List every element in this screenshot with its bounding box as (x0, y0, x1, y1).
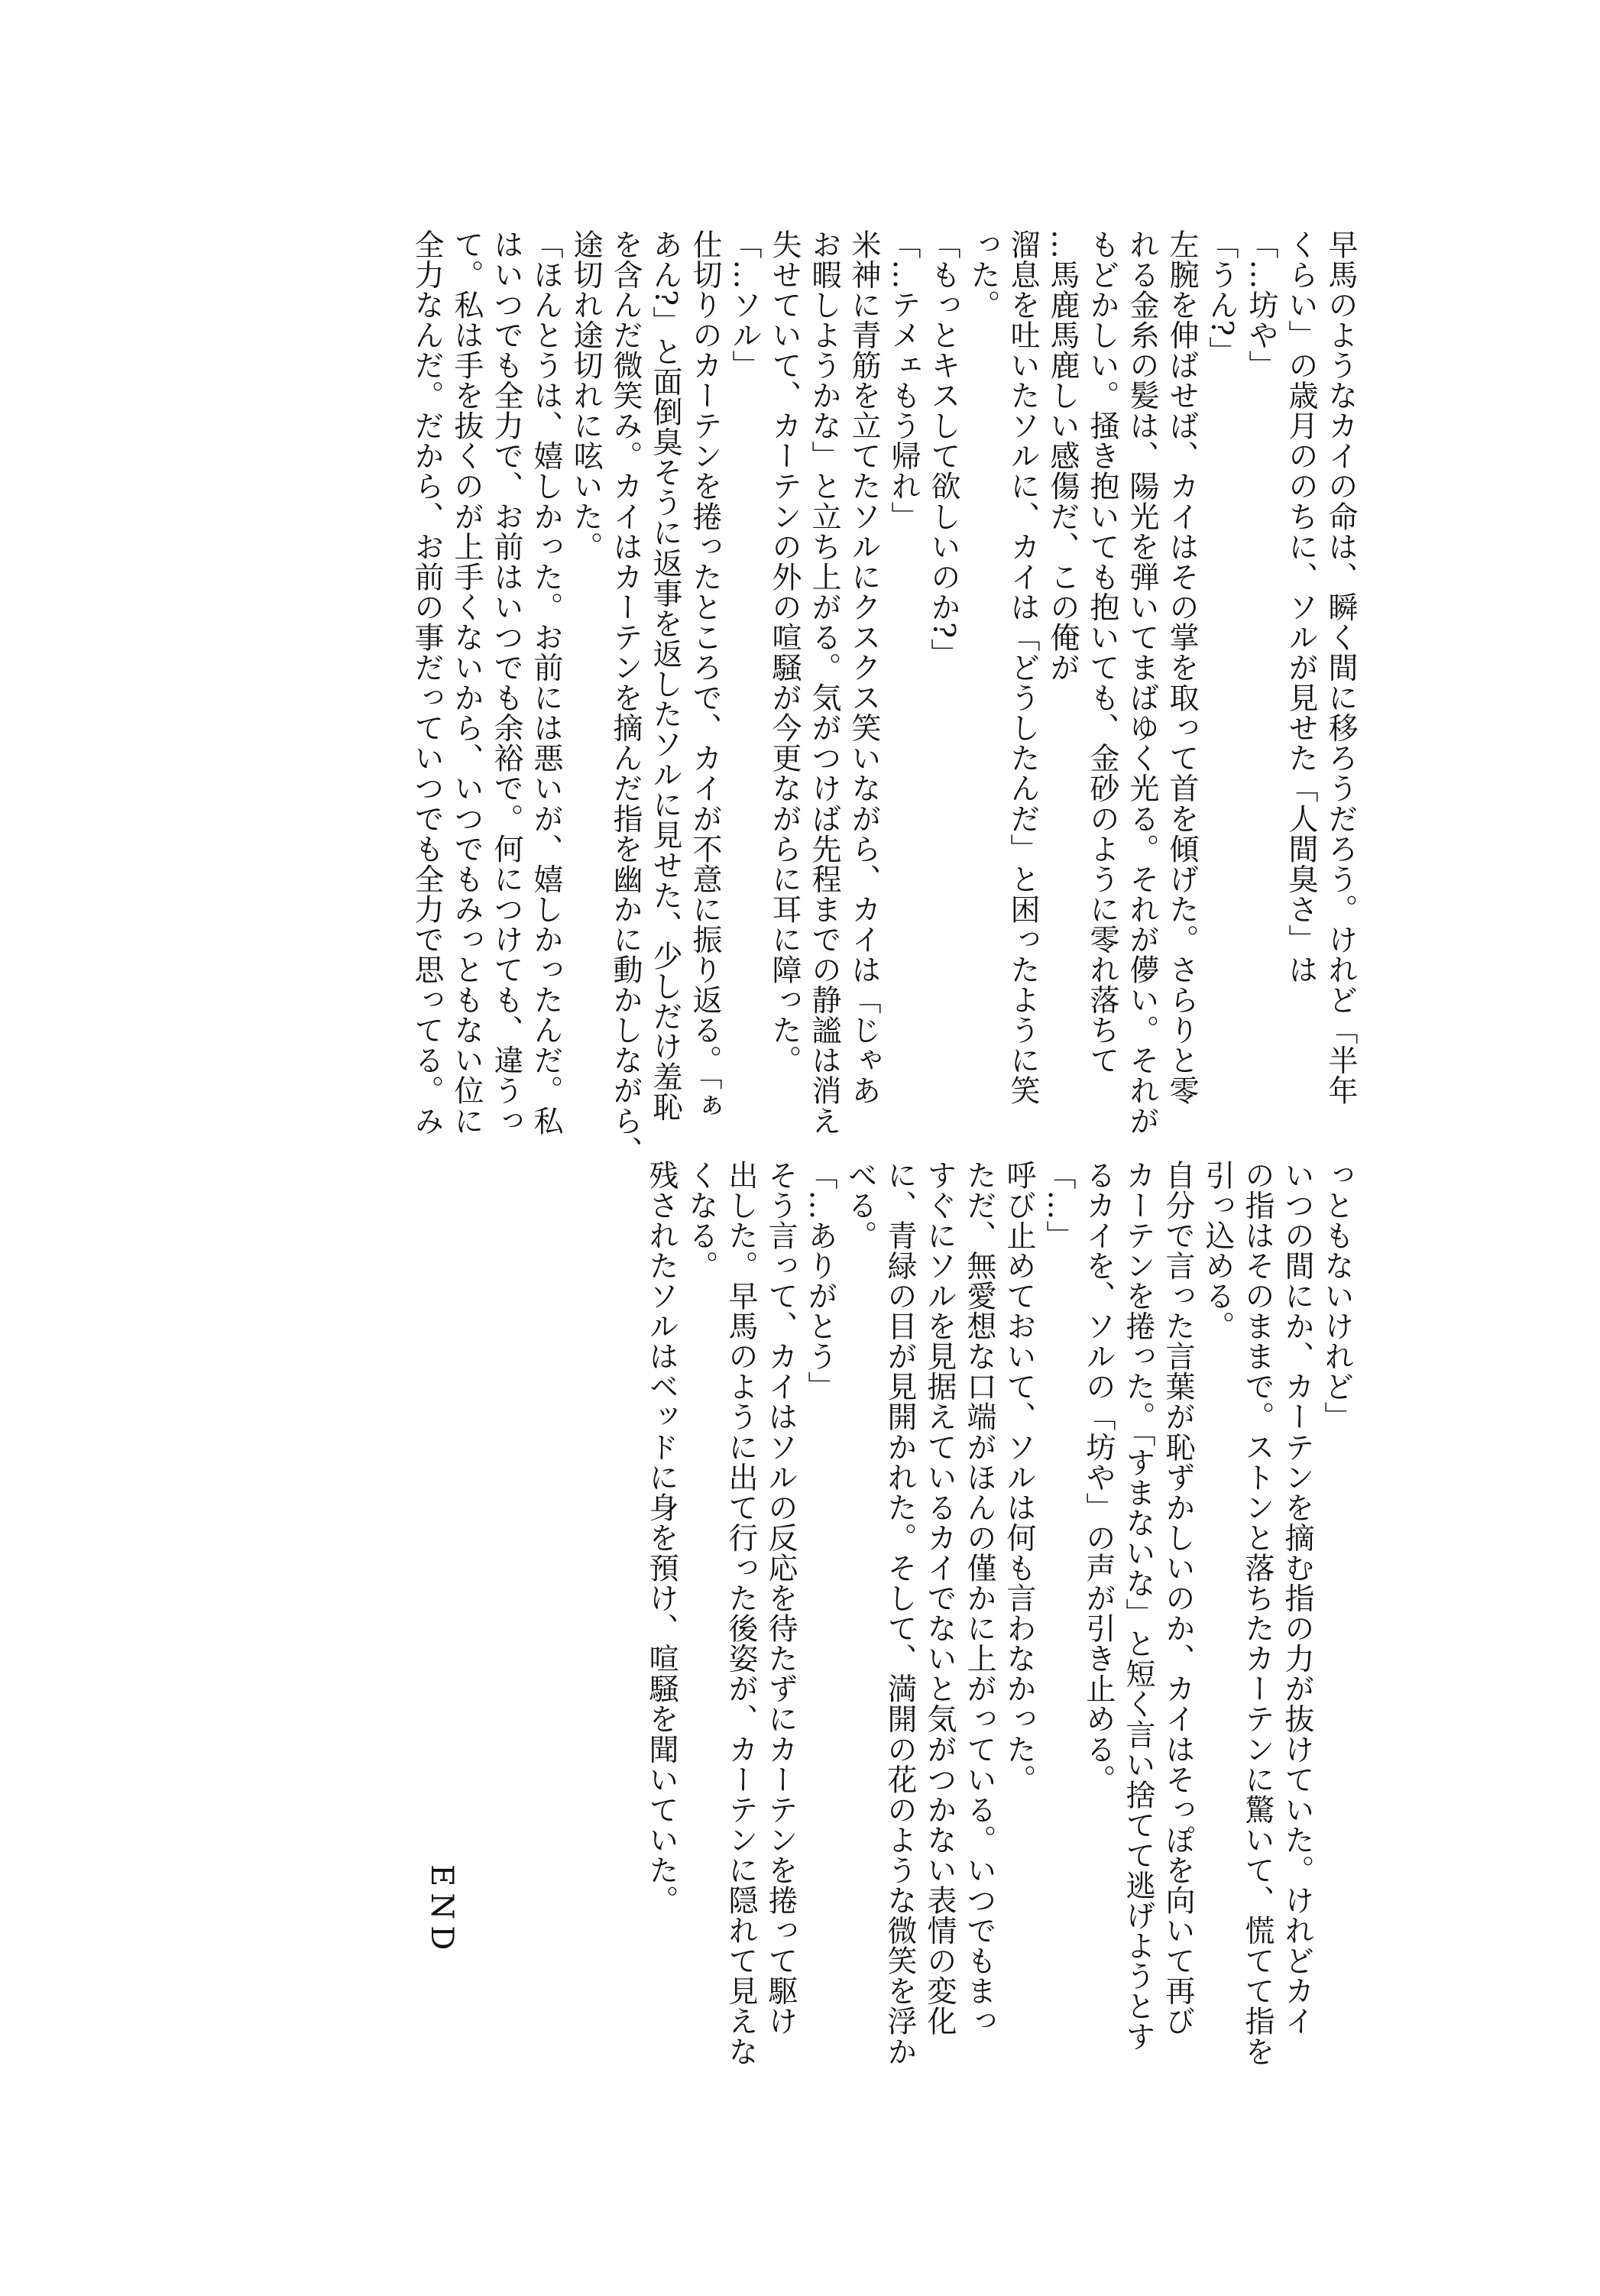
text-line: すぐにソルを見据えているカイでないと気がつかない表情の変化 (922, 1160, 957, 2036)
text-line: ただ、無愛想な口端がほんの僅かに上がっている。いつでもまっ (962, 1160, 996, 2036)
text-line: 「…テメェもう帰れ」 (886, 229, 921, 532)
text-line: 引っ込める。 (1200, 1160, 1235, 1342)
text-line: あん?」と面倒臭そうに返事を返したソルに見せた、少しだけ羞恥 (648, 229, 682, 1122)
text-line: 仕切りのカーテンを捲ったところで、カイが不意に振り返る。「ぁ (688, 229, 722, 1121)
text-line: べる。 (843, 1160, 877, 1251)
text-line: 失せていて、カーテンの外の喧騒が今更ながらに耳に障った。 (767, 229, 802, 1076)
text-line: 途切れ途切れに呟いた。 (568, 229, 603, 562)
text-line: に、青緑の目が見開かれた。そして、満開の花のような微笑を浮か (883, 1160, 917, 2067)
text-line: 出した。早馬のように出て行った後姿が、カーテンに隠れて見えな (724, 1160, 758, 2067)
end-mark: END (424, 1864, 459, 1957)
text-line: 残されたソルはベッドに身を預け、喧騒を聞いていた。 (644, 1160, 679, 1915)
text-line: 早馬のようなカイの命は、瞬く間に移ろうだろう。けれど「半年 (1323, 229, 1358, 1106)
text-line: 「…」 (1041, 1160, 1076, 1251)
text-line: 「…ソル」 (727, 229, 762, 381)
text-line: 「ほんとうは、嬉しかった。お前には悪いが、嬉しかったんだ。私 (529, 229, 563, 1136)
text-line: 全力なんだ。だから、お前の事だっていつでも全力で思ってる。み (410, 229, 444, 1136)
text-line: 左腕を伸ばせば、カイはその掌を取って首を傾げた。さらりと零 (1164, 229, 1199, 1106)
text-line: …馬鹿馬鹿しい感傷だ、この俺が (1045, 229, 1080, 683)
text-line: 「…ありがとう」 (803, 1160, 837, 1402)
text-line: の指はそのままで。ストンと落ちたカーテンに驚いて、慌てて指を (1240, 1160, 1274, 2067)
text-line: そう言って、カイはソルの反応を待たずにカーテンを捲って駆け (763, 1160, 798, 2036)
text-line: もどかしい。掻き抱いても抱いても、金砂のように零れ落ちて (1085, 229, 1119, 1076)
text-line: 「…坊や」 (1244, 229, 1278, 381)
text-line: 自分で言った言葉が恥ずかしいのか、カイはそっぽを向いて再び (1161, 1160, 1195, 2036)
text-line: くらい」の歳月ののちに、ソルが見せた「人間臭さ」は (1284, 229, 1318, 985)
text-line: くなる。 (684, 1160, 718, 1281)
text-line: 呼び止めておいて、ソルは何も言わなかった。 (1002, 1160, 1036, 1795)
text-line: 「うん?」 (1204, 229, 1239, 367)
text-line: お暇しようかな」と立ち上がる。気がつけば先程までの静謐は消え (807, 229, 841, 1136)
text-line: 溜息を吐いたソルに、カイは「どうしたんだ」と困ったように笑 (1006, 229, 1040, 1106)
text-line: はいつでも全力で、お前はいつでも余裕で。何につけても、違うっ (489, 229, 523, 1136)
text-line: った。 (966, 229, 1000, 320)
text-line: て。私は手を抜くのが上手くないから、いつでもみっともない位に (449, 229, 484, 1136)
text-line: いつの間にか、カーテンを摘む指の力が抜けていた。けれどカイ (1280, 1160, 1314, 2036)
text-line: カーテンを捲った。「すまないな」と短く言い捨てて逃げようとす (1121, 1160, 1155, 2052)
text-line: を含んだ微笑み。カイはカーテンを摘んだ指を幽かに動かしながら、 (608, 229, 643, 1167)
text-block-lower (644, 1160, 1356, 2067)
text-line: るカイを、ソルの「坊や」の声が引き止める。 (1081, 1160, 1116, 1795)
text-line: 「もっとキスして欲しいのか?」 (926, 229, 960, 669)
text-line: っともないけれど」 (1320, 1160, 1354, 1432)
text-block-upper (195, 229, 1360, 1167)
text-line: 米神に青筋を立てたソルにクスクス笑いながら、カイは「じゃあ (847, 229, 881, 1106)
text-line: れる金糸の髪は、陽光を弾いてまばゆく光る。それが儚い。それが (1125, 229, 1159, 1136)
